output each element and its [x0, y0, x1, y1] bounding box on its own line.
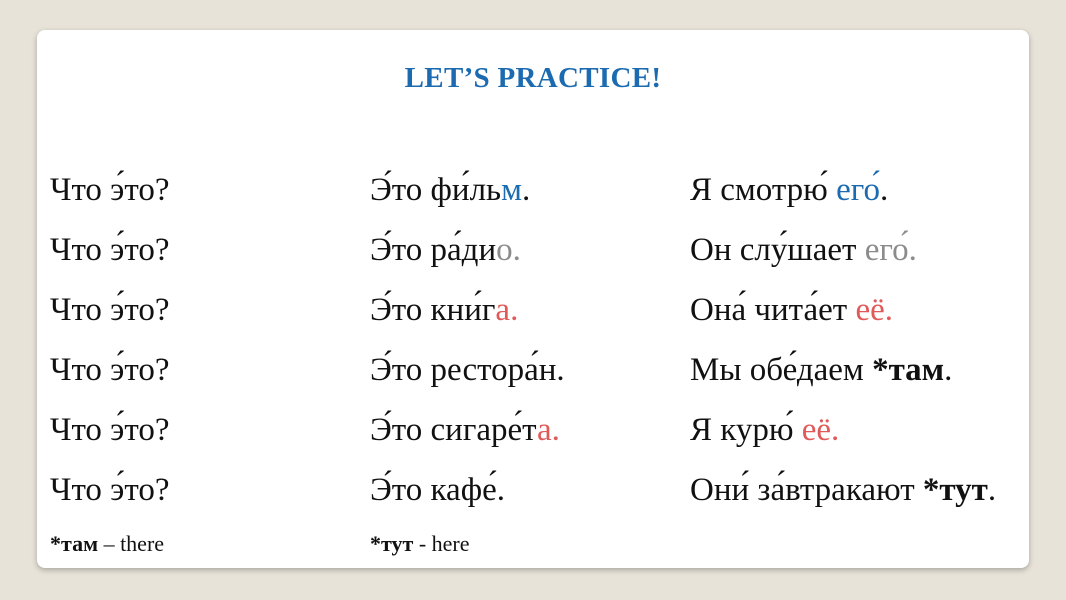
answer-punct: . — [521, 172, 531, 208]
answer-line — [370, 468, 565, 528]
sentence-text: Он слу́шает — [690, 232, 865, 268]
question-line: Что э́то? — [50, 292, 170, 328]
sentence-text: Она́ чита́ет — [690, 292, 856, 328]
answer-stem: Э́то кни́г — [370, 292, 496, 328]
sentence-text: Мы обе́даем — [690, 352, 873, 388]
footnote-translation: – there — [98, 531, 165, 556]
page-title: LET’S PRACTICE! — [404, 62, 662, 94]
sentence-pronoun: её. — [855, 292, 893, 328]
answer-line — [370, 348, 565, 408]
answer-ending: м — [501, 172, 522, 208]
sentence-pronoun: его́ — [836, 172, 880, 208]
sentence-line — [690, 348, 996, 408]
sentence-line — [690, 168, 996, 228]
footnote-term: *там — [50, 531, 99, 556]
question-line: Что э́то? — [50, 472, 170, 508]
sentence-adverb: *тут — [922, 472, 988, 508]
answer-stem: Э́то ра́ди — [370, 232, 497, 268]
sentence-text: Я смотрю́ — [690, 172, 837, 208]
footnote-translation: - here — [413, 531, 470, 556]
sentence-adverb: *там — [872, 352, 945, 388]
sentence-text: Я курю́ — [690, 412, 802, 448]
answer-stem: Э́то сигаре́т — [370, 412, 537, 448]
sentence-text: Они́ за́втракают — [690, 472, 923, 508]
answer-line — [370, 228, 565, 288]
question-line: Что э́то? — [50, 352, 170, 388]
sentence-punct: . — [987, 472, 997, 508]
sentence-punct: . — [879, 172, 889, 208]
sentence-pronoun: его́. — [864, 232, 917, 268]
sentence-line — [690, 468, 996, 528]
answer-line — [370, 168, 565, 228]
question-line: Что э́то? — [50, 412, 170, 448]
question-line: Что э́то? — [50, 172, 170, 208]
sentence-pronoun: её. — [801, 412, 840, 448]
questions-column — [50, 168, 169, 528]
answer-stem: Э́то фи́ль — [370, 172, 502, 208]
question-line: Что э́то? — [50, 232, 170, 268]
answers-column — [370, 168, 565, 528]
answer-stem: Э́то рестора́н. — [370, 352, 565, 388]
sentence-line — [690, 228, 996, 288]
answer-stem: Э́то кафе́. — [370, 472, 505, 508]
answer-ending: а. — [536, 412, 560, 448]
answer-ending: о. — [496, 232, 521, 268]
sentence-line — [690, 288, 996, 348]
answer-line — [370, 288, 565, 348]
footnote-term: *тут — [370, 531, 414, 556]
footnote-here — [370, 531, 470, 557]
sentence-line — [690, 408, 996, 468]
sentence-punct: . — [944, 352, 953, 388]
footnote-there — [50, 531, 164, 557]
sentences-column — [690, 168, 996, 528]
answer-line — [370, 408, 565, 468]
answer-ending: а. — [495, 292, 519, 328]
